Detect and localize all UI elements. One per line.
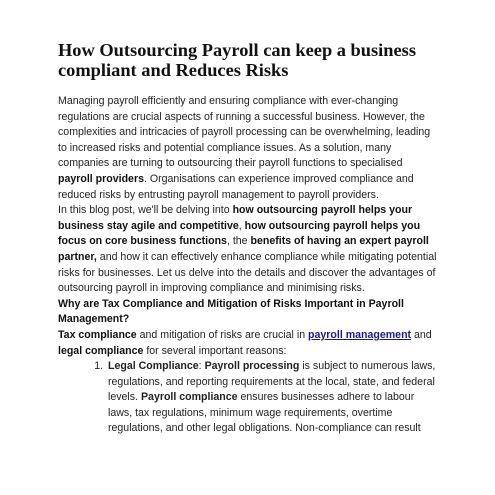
intro-text: , the bbox=[226, 235, 251, 248]
section-paragraph bbox=[58, 328, 438, 359]
reasons-list bbox=[58, 359, 438, 437]
bold-tax-compliance: Tax compliance bbox=[58, 328, 137, 341]
bold-legal-compliance-label: Legal Compliance bbox=[108, 360, 199, 373]
list-text: : bbox=[198, 360, 205, 373]
list-text: is subject to numerous laws, regulations, and reporting requirements at the local, state, and federal levels. bbox=[108, 360, 436, 404]
bold-payroll-processing: Payroll processing bbox=[204, 360, 300, 373]
bold-expert-partner: benefits of having an expert payroll partner, bbox=[58, 235, 429, 263]
intro-text: , bbox=[238, 219, 245, 232]
section-heading: Why are Tax Compliance and Mitigation of Risks Important in Payroll Management? bbox=[58, 297, 404, 326]
list-item bbox=[106, 359, 438, 437]
intro-text: . Organisations can experience improved compliance and reduced risks by entrusting payroll management to payroll providers. bbox=[58, 172, 414, 201]
payroll-management-link[interactable]: payroll management bbox=[308, 328, 412, 341]
intro-text: and how it can effectively enhance compliance while mitigating potential risks for businesses. Let us delve into the details and discover the advantages of outsourcing payroll in improving compliance and minimising risks. bbox=[58, 250, 437, 295]
bold-legal-compliance: legal compliance bbox=[58, 344, 144, 357]
section-text: and mitigation of risks are crucial in bbox=[136, 328, 309, 341]
document-title: How Outsourcing Payroll can keep a business compliant and Reduces Risks bbox=[58, 40, 416, 80]
bold-core-functions: how outsourcing payroll helps you focus on core business functions bbox=[58, 219, 421, 248]
section-text: for several important reasons: bbox=[143, 344, 287, 357]
intro-paragraph-1 bbox=[58, 94, 438, 203]
document-page bbox=[58, 40, 438, 437]
section-text: and bbox=[411, 328, 432, 341]
intro-paragraph-2 bbox=[58, 203, 438, 297]
bold-payroll-providers: payroll providers bbox=[58, 172, 144, 185]
bold-payroll-compliance: Payroll compliance bbox=[140, 391, 238, 404]
intro-text: In this blog post, we'll be delving into bbox=[58, 204, 233, 217]
list-text: ensures businesses adhere to labour laws, tax regulations, minimum wage requirements, overtime regulations, and other legal obligations. Non-compliance can result bbox=[108, 391, 421, 435]
intro-text: Managing payroll efficiently and ensuring compliance with ever-changing regulations are crucial aspects of running a successful business. However, the complexities and intricacies of payroll processing can be overwhelming, leading to increased risks and potential compliance issues. As a solution, many companies are turning to outsourcing their payroll functions to specialised bbox=[58, 95, 431, 170]
bold-agile-competitive: how outsourcing payroll helps your business stay agile and competitive bbox=[58, 204, 413, 232]
